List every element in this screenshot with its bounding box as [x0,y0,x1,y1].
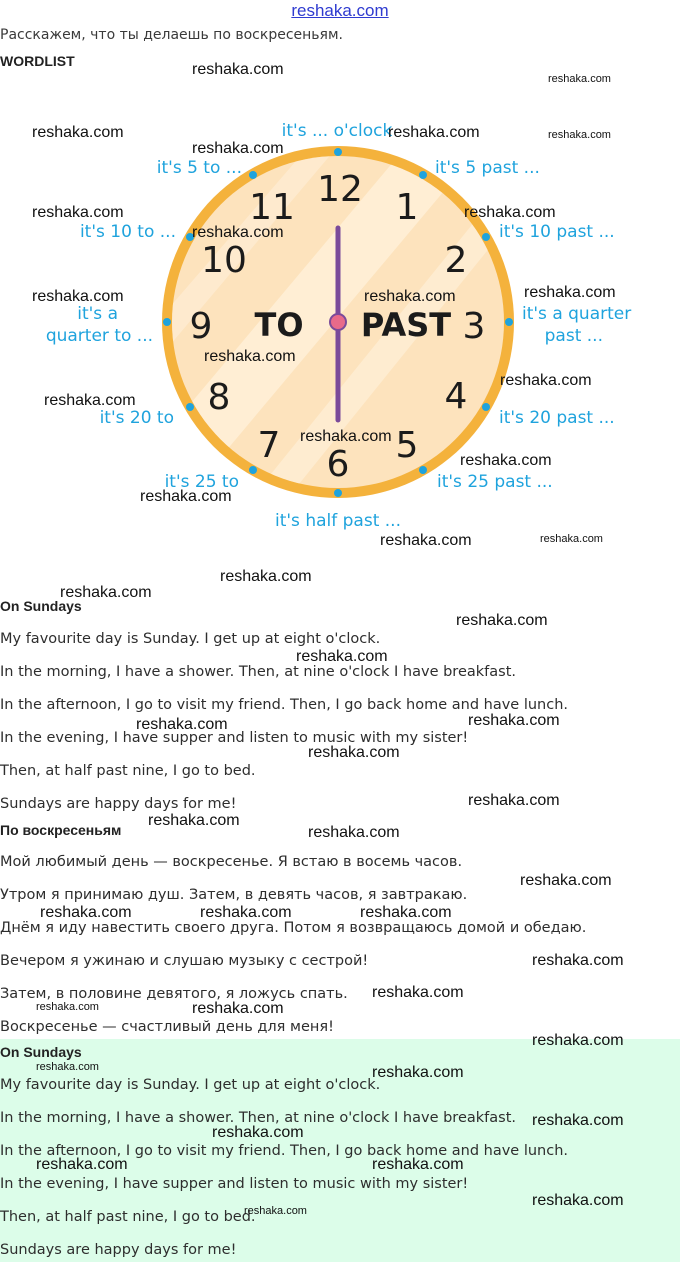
label-twenty-past: it's 20 past ... [499,408,615,428]
watermark: reshaka.com [200,904,292,921]
watermark: reshaka.com [204,348,296,365]
en2-line: My favourite day is Sunday. I get up at eight o'clock. [0,1077,381,1093]
watermark: reshaka.com [372,984,464,1001]
wordlist-heading: WORDLIST [0,53,75,69]
watermark: reshaka.com [532,1032,624,1049]
watermark: reshaka.com [532,1112,624,1129]
en2-line: In the afternoon, I go to visit my friend. Then, I go back home and have lunch. [0,1143,569,1159]
clock-number-11: 11 [249,187,295,228]
clock-number-8: 8 [207,377,231,418]
watermark: reshaka.com [192,140,284,157]
clock-to-word: TO [254,306,304,344]
watermark: reshaka.com [244,1205,307,1217]
watermark: reshaka.com [296,648,388,665]
en-section-title: On Sundays [0,598,82,614]
en2-line: In the morning, I have a shower. Then, at nine o'clock I have breakfast. [0,1110,516,1126]
label-five-past: it's 5 past ... [435,158,540,178]
ru-line: Утром я принимаю душ. Затем, в девять часов, я завтракаю. [0,887,468,903]
ru-line: Мой любимый день — воскресенье. Я встаю в восемь часов. [0,854,463,870]
watermark: reshaka.com [40,904,132,921]
watermark: reshaka.com [60,584,152,601]
label-twenty-to: it's 20 to [99,408,174,428]
label-oclock: it's ... o'clock [281,121,393,141]
watermark: reshaka.com [532,952,624,969]
watermark: reshaka.com [364,288,456,305]
clock-number-7: 7 [257,425,281,466]
watermark: reshaka.com [540,533,603,545]
watermark: reshaka.com [192,224,284,241]
watermark: reshaka.com [500,372,592,389]
watermark: reshaka.com [456,612,548,629]
watermark: reshaka.com [524,284,616,301]
en-line: In the afternoon, I go to visit my friend. Then, I go back home and have lunch. [0,697,569,713]
watermark: reshaka.com [388,124,480,141]
watermark: reshaka.com [548,73,611,85]
clock-number-6: 6 [326,444,350,485]
clock-number-1: 1 [395,187,419,228]
clock-number-9: 9 [189,306,213,347]
watermark: reshaka.com [32,204,124,221]
watermark: reshaka.com [32,288,124,305]
watermark: reshaka.com [532,1192,624,1209]
clock-number-12: 12 [317,169,363,210]
label-ten-past: it's 10 past ... [499,222,615,242]
en2-section-title: On Sundays [0,1044,82,1060]
clock-center-pin [330,314,346,330]
watermark: reshaka.com [148,812,240,829]
watermark: reshaka.com [300,428,392,445]
label-twentyfive-past: it's 25 past ... [437,472,553,492]
en2-line: In the evening, I have supper and listen to music with my sister! [0,1176,469,1192]
watermark: reshaka.com [464,204,556,221]
watermark: reshaka.com [36,1061,99,1073]
clock-number-10: 10 [201,240,247,281]
watermark: reshaka.com [192,1000,284,1017]
label-five-to: it's 5 to ... [156,158,242,178]
ru-line: Днём я иду навестить своего друга. Потом я возвращаюсь домой и обедаю. [0,920,587,936]
watermark: reshaka.com [308,824,400,841]
intro-text: Расскажем, что ты делаешь по воскресеньям. [0,27,343,43]
en2-line: Then, at half past nine, I go to bed. [0,1209,256,1225]
watermark: reshaka.com [520,872,612,889]
ru-line: Воскресенье — счастливый день для меня! [0,1019,334,1035]
clock-number-5: 5 [395,425,419,466]
watermark: reshaka.com [548,129,611,141]
en2-line: Sundays are happy days for me! [0,1242,237,1258]
watermark: reshaka.com [192,61,284,78]
watermark: reshaka.com [140,488,232,505]
clock-number-4: 4 [444,376,468,417]
label-ten-to: it's 10 to ... [79,222,176,242]
watermark: reshaka.com [136,716,228,733]
label-quarter-to-1: it's a [77,304,118,324]
ru-section-title: По воскресеньям [0,822,122,838]
watermark: reshaka.com [460,452,552,469]
en-line: Then, at half past nine, I go to bed. [0,763,256,779]
label-half-past: it's half past ... [275,511,401,531]
watermark: reshaka.com [372,1156,464,1173]
clock-number-3: 3 [462,306,486,347]
site-logo-link[interactable]: reshaka.com [291,1,389,20]
watermark: reshaka.com [220,568,312,585]
en-line: Sundays are happy days for me! [0,796,237,812]
watermark: reshaka.com [360,904,452,921]
watermark: reshaka.com [36,1001,99,1013]
watermark: reshaka.com [36,1156,128,1173]
watermark: reshaka.com [308,744,400,761]
clock-past-word: PAST [360,306,452,344]
watermark: reshaka.com [380,532,472,549]
label-twentyfive-to: it's 25 to [164,472,239,492]
ru-line: Вечером я ужинаю и слушаю музыку с сестрой! [0,953,369,969]
label-quarter-past-1: it's a quarter [522,304,632,324]
en-line: In the evening, I have supper and listen to music with my sister! [0,730,469,746]
watermark: reshaka.com [372,1064,464,1081]
watermark: reshaka.com [468,712,560,729]
en-line: My favourite day is Sunday. I get up at eight o'clock. [0,631,381,647]
ru-line: Затем, в половине девятого, я ложусь спать. [0,986,348,1002]
label-quarter-to-2: quarter to ... [45,326,153,346]
en-line: In the morning, I have a shower. Then, at nine o'clock I have breakfast. [0,664,516,680]
watermark: reshaka.com [468,792,560,809]
watermark: reshaka.com [44,392,136,409]
watermark: reshaka.com [212,1124,304,1141]
watermark: reshaka.com [32,124,124,141]
clock-number-2: 2 [444,240,468,281]
label-quarter-past-2: past ... [544,326,603,346]
